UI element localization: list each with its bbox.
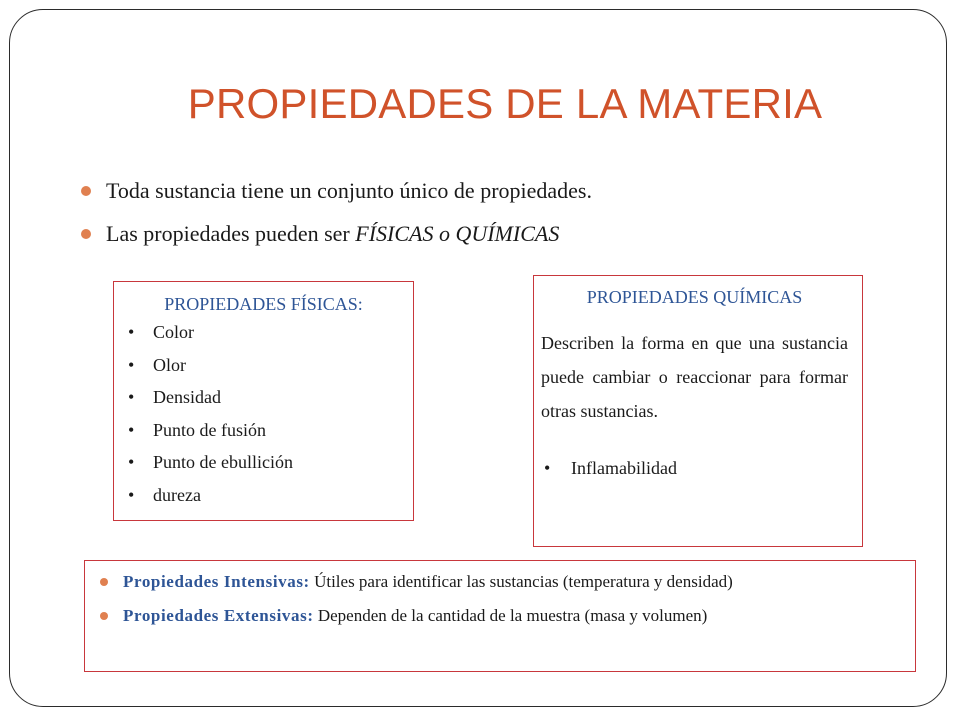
- intro-list: [78, 178, 898, 264]
- list-item: [125, 485, 413, 505]
- bullet-icon: [100, 578, 108, 586]
- property-type-term: Propiedades Extensivas:: [123, 606, 314, 625]
- list-item: [541, 458, 848, 479]
- intro-text: Toda sustancia tiene un conjunto único de propiedades.: [106, 178, 592, 203]
- bullet-icon: [81, 186, 91, 196]
- property-types-box: [84, 560, 916, 672]
- intro-item: [78, 178, 898, 204]
- list-item-label: Olor: [153, 354, 186, 375]
- bullet-icon: •: [128, 419, 135, 440]
- chemical-properties-box: [533, 275, 863, 547]
- bullet-icon: •: [128, 452, 135, 472]
- physical-properties-list: [114, 322, 413, 505]
- intro-emphasis: FÍSICAS o QUÍMICAS: [355, 221, 560, 246]
- list-item-label: Punto de fusión: [153, 419, 267, 440]
- list-item-label: dureza: [153, 484, 201, 505]
- slide-title: PROPIEDADES DE LA MATERIA: [187, 80, 823, 127]
- property-type-term: Propiedades Intensivas:: [123, 572, 310, 591]
- physical-properties-box: [113, 281, 414, 521]
- list-item: [125, 452, 413, 472]
- bullet-icon: [100, 612, 108, 620]
- intro-text: Las propiedades pueden ser: [106, 221, 356, 246]
- bullet-icon: •: [128, 322, 135, 342]
- intro-item: [78, 221, 898, 247]
- property-type-row: [123, 604, 901, 628]
- chemical-properties-description: Describen la forma en que una sustancia puede cambiar o reaccionar para formar otras sustancias.: [541, 333, 848, 421]
- bullet-icon: •: [128, 387, 135, 407]
- list-item: [125, 387, 413, 407]
- property-type-text: Dependen de la cantidad de la muestra (masa y volumen): [313, 606, 708, 625]
- physical-properties-heading: PROPIEDADES FÍSICAS:: [164, 294, 363, 314]
- chemical-properties-heading: PROPIEDADES QUÍMICAS: [586, 287, 803, 307]
- bullet-icon: •: [544, 458, 551, 478]
- list-item-label: Densidad: [153, 387, 221, 407]
- list-item-label: Punto de ebullición: [153, 452, 293, 472]
- list-item: [125, 420, 413, 440]
- list-item-label: Color: [153, 322, 195, 342]
- list-item-label: Inflamabilidad: [571, 458, 677, 478]
- bullet-icon: [81, 229, 91, 239]
- list-item: [125, 355, 413, 375]
- bullet-icon: •: [128, 354, 135, 375]
- bullet-icon: •: [128, 484, 135, 505]
- list-item: [125, 322, 413, 342]
- property-type-text: Útiles para identificar las sustancias (temperatura y densidad): [309, 572, 733, 591]
- property-type-row: [123, 570, 901, 594]
